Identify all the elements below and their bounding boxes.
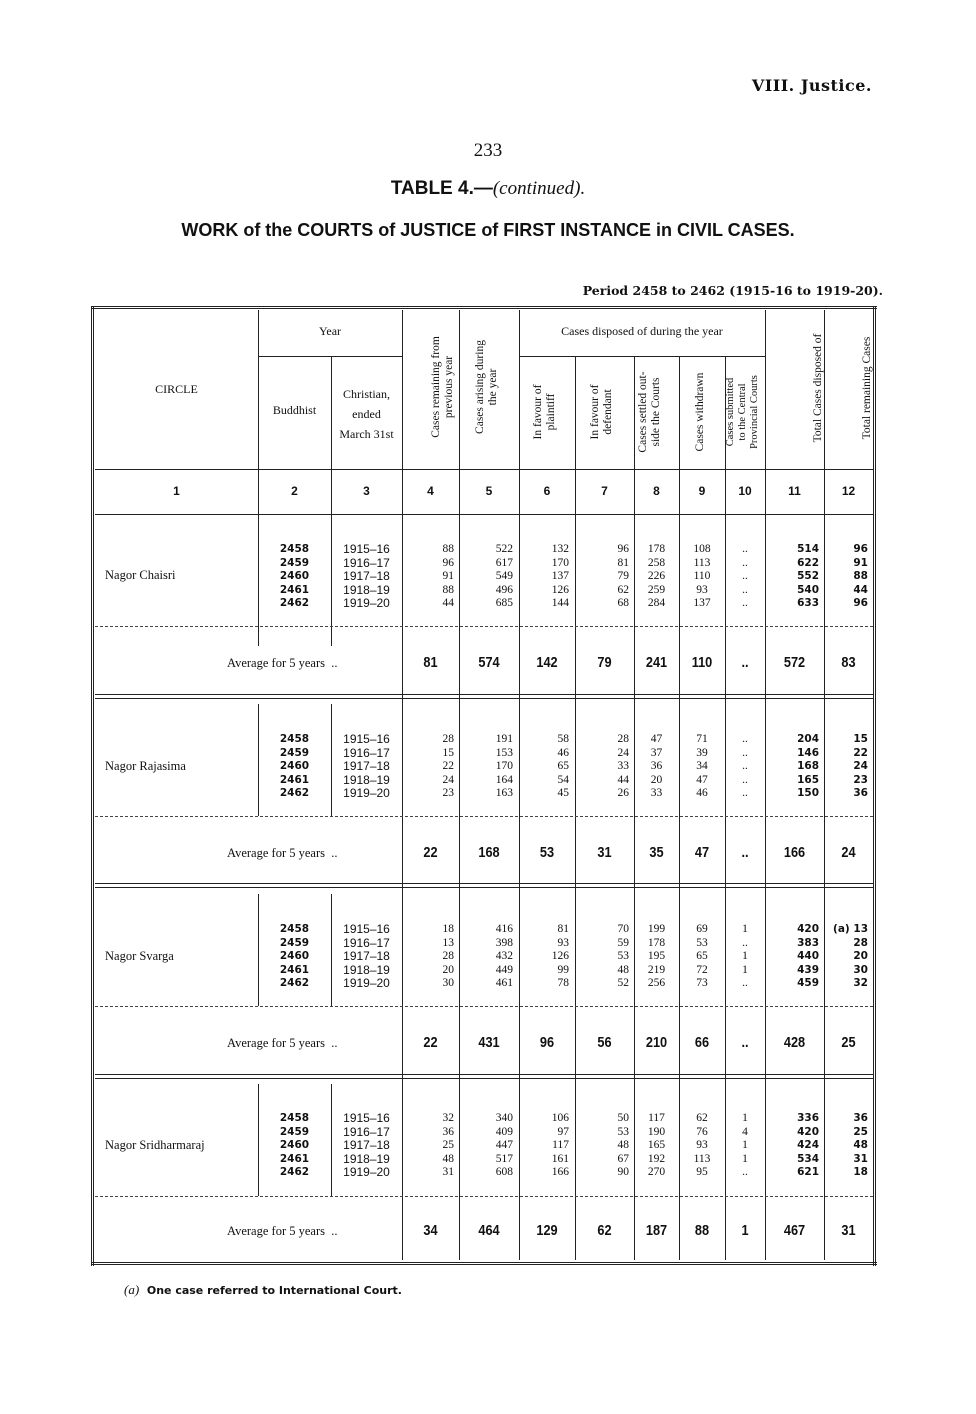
avg-col10: ..: [741, 654, 749, 671]
table-title: [0, 178, 976, 200]
avg-col11: 428: [783, 1034, 806, 1051]
withdrawn-header: Cases withdrawn: [694, 372, 706, 452]
christian-years: 1915–16 1916–17 1917–18 1918–19 1919–20: [343, 542, 390, 610]
column-number-3: 3: [363, 484, 370, 498]
circle-header: CIRCLE: [155, 382, 198, 396]
buddhist-years: 2458 2459 2460 2461 2462: [279, 1112, 310, 1178]
column-number-8: 8: [653, 484, 660, 498]
col10-values: .. .. .. .. ..: [742, 543, 748, 609]
remaining-prev-line2: previous year: [442, 355, 455, 419]
avg-col4: 34: [423, 1222, 438, 1239]
col8-values: 178 258 226 259 284: [647, 543, 666, 609]
avg-col6: 53: [539, 844, 555, 861]
column-number-9: 9: [698, 484, 706, 498]
year-header: Year: [318, 324, 342, 338]
buddhist-years: 2458 2459 2460 2461 2462: [279, 733, 310, 799]
avg-col5: 574: [478, 654, 500, 671]
arising-line2: the year: [486, 368, 499, 406]
footnote-text: One case referred to International Court.: [146, 1284, 402, 1297]
avg-col9: 47: [694, 844, 710, 861]
col6-values: 81 93 126 99 78: [551, 923, 569, 989]
avg-col9: 88: [694, 1222, 710, 1239]
avg-col12: 31: [841, 1222, 856, 1239]
col5-values: 191 153 170 164 163: [495, 733, 513, 799]
avg-col6: 129: [536, 1222, 558, 1239]
continued-label: (continued).: [492, 178, 586, 199]
table-label: TABLE 4.—: [390, 178, 493, 199]
col6-values: 106 97 117 161 166: [551, 1112, 569, 1178]
column-number-1: 1: [173, 484, 180, 498]
col6-values: 132 170 137 126 144: [551, 543, 569, 609]
col9-values: 62 76 93 113 95: [693, 1112, 711, 1178]
avg-col7: 31: [597, 844, 612, 861]
buddhist-header: Buddhist: [272, 403, 317, 417]
col5-values: 522 617 549 496 685: [495, 543, 513, 609]
submitted-header: [725, 362, 765, 462]
circle-name: Nagor Chaisri: [105, 568, 176, 582]
column-number-10: 10: [738, 484, 752, 498]
defendant-line1: In favour of: [589, 384, 601, 440]
disposed-group-header: Cases disposed of during the year: [561, 324, 723, 338]
column-number-5: 5: [485, 484, 493, 498]
buddhist-years: 2458 2459 2460 2461 2462: [279, 543, 310, 609]
avg-col8: 241: [645, 654, 668, 671]
avg-col10: ..: [741, 844, 749, 861]
remaining-prev-line1: Cases remaining from: [430, 336, 442, 438]
avg-col10: ..: [741, 1034, 749, 1051]
column-number-2: 2: [291, 484, 298, 498]
circle-name: Nagor Svarga: [105, 949, 174, 963]
col6-values: 58 46 65 54 45: [557, 733, 569, 799]
avg-col9: 110: [691, 654, 713, 671]
average-label: Average for 5 years ..: [227, 1224, 338, 1238]
submitted-line1: Cases submitted: [725, 377, 736, 447]
total-disposed-header: Total Cases disposed of: [812, 333, 824, 443]
avg-col5: 464: [478, 1222, 500, 1239]
col12-values: (a) 13 28 20 30 32: [833, 923, 868, 989]
page-number: 233: [473, 140, 503, 161]
column-number-12: 12: [841, 484, 856, 498]
arising-line1: Cases arising during: [474, 340, 486, 434]
col7-values: 50 53 48 67 90: [617, 1112, 629, 1178]
settled-line2: side the Courts: [649, 377, 662, 447]
column-number-7: 7: [601, 484, 608, 498]
defendant-line2: defendant: [601, 389, 614, 435]
christian-header: [331, 384, 402, 444]
plaintiff-header: [532, 362, 562, 462]
submitted-line3: Provincial Courts: [748, 375, 760, 449]
col11-values: 514 622 552 540 633: [797, 543, 819, 609]
col4-values: 28 15 22 24 23: [442, 733, 454, 799]
christian-header-line2: ended: [352, 407, 381, 421]
avg-col8: 210: [645, 1034, 668, 1051]
col8-values: 117 190 165 192 270: [647, 1112, 666, 1178]
footnote: [124, 1282, 402, 1298]
col5-values: 340 409 447 517 608: [495, 1112, 513, 1178]
col11-values: 204 146 168 165 150: [797, 733, 819, 799]
avg-col12: 24: [841, 844, 856, 861]
col12-values: 15 22 24 23 36: [853, 733, 868, 799]
column-number-6: 6: [543, 484, 551, 498]
total-remaining-header: Total remaining Cases: [861, 336, 873, 440]
col7-values: 70 59 53 48 52: [617, 923, 629, 989]
remaining-prev-header: [430, 312, 460, 462]
col7-values: 28 24 33 44 26: [617, 733, 629, 799]
avg-col10: 1: [741, 1222, 749, 1239]
avg-col9: 66: [694, 1034, 710, 1051]
col8-values: 199 178 195 219 256: [647, 923, 666, 989]
column-number-4: 4: [427, 484, 434, 498]
col10-values: 1 4 1 1 ..: [742, 1112, 748, 1178]
settled-line1: Cases settled out-: [637, 371, 649, 453]
col9-values: 69 53 65 72 73: [696, 923, 708, 989]
avg-col5: 168: [478, 844, 500, 861]
avg-col12: 25: [841, 1034, 856, 1051]
christian-years: 1915–16 1916–17 1917–18 1918–19 1919–20: [343, 732, 390, 800]
table-subtitle: WORK of the COURTS of JUSTICE of FIRST INSTANCE in CIVIL CASES.: [181, 220, 795, 240]
col4-values: 88 96 91 88 44: [442, 543, 454, 609]
average-label: Average for 5 years ..: [227, 846, 338, 860]
footnote-mark: (a): [124, 1282, 140, 1297]
col5-values: 416 398 432 449 461: [495, 923, 513, 989]
col12-values: 96 91 88 44 96: [853, 543, 868, 609]
avg-col11: 572: [783, 654, 806, 671]
circle-name: Nagor Rajasima: [105, 759, 186, 773]
avg-col8: 35: [649, 844, 664, 861]
avg-col4: 22: [423, 844, 438, 861]
christian-header-line3: March 31st: [339, 427, 394, 441]
section-header: VIII. Justice.: [751, 76, 872, 95]
avg-col6: 142: [536, 654, 558, 671]
average-label: Average for 5 years ..: [227, 656, 338, 670]
avg-col7: 79: [597, 654, 612, 671]
plaintiff-line2: plaintiff: [544, 393, 557, 431]
settled-header: [637, 362, 667, 462]
plaintiff-line1: In favour of: [532, 384, 544, 440]
col10-values: 1 .. 1 1 ..: [742, 923, 748, 989]
christian-years: 1915–16 1916–17 1917–18 1918–19 1919–20: [343, 1111, 390, 1179]
arising-header: [474, 312, 504, 462]
avg-col6: 96: [539, 1034, 555, 1051]
avg-col11: 166: [783, 844, 806, 861]
avg-col4: 22: [423, 1034, 438, 1051]
submitted-line2: to the Central: [736, 383, 748, 441]
col9-values: 71 39 34 47 46: [696, 733, 708, 799]
col9-values: 108 113 110 93 137: [693, 543, 711, 609]
buddhist-years: 2458 2459 2460 2461 2462: [279, 923, 310, 989]
defendant-header: [589, 362, 619, 462]
avg-col11: 467: [783, 1222, 806, 1239]
col8-values: 47 37 36 20 33: [650, 733, 663, 799]
avg-col4: 81: [423, 654, 438, 671]
avg-col12: 83: [841, 654, 856, 671]
avg-col8: 187: [645, 1222, 668, 1239]
col7-values: 96 81 79 62 68: [617, 543, 629, 609]
civil-cases-table: [91, 306, 877, 1266]
col10-values: .. .. .. .. ..: [742, 733, 748, 799]
col11-values: 420 383 440 439 459: [797, 923, 819, 989]
avg-col5: 431: [478, 1034, 500, 1051]
col4-values: 18 13 28 20 30: [442, 923, 454, 989]
christian-header-line1: Christian,: [343, 387, 390, 401]
period-label: Period 2458 to 2462 (1915-16 to 1919-20).: [582, 283, 883, 298]
circle-name: Nagor Sridharmaraj: [105, 1138, 205, 1152]
col4-values: 32 36 25 48 31: [442, 1112, 454, 1178]
avg-col7: 62: [597, 1222, 612, 1239]
average-label: Average for 5 years ..: [227, 1036, 338, 1050]
column-number-11: 11: [788, 484, 801, 498]
col11-values: 336 420 424 534 621: [797, 1112, 819, 1178]
col12-values: 36 25 48 31 18: [853, 1112, 868, 1178]
avg-col7: 56: [597, 1034, 612, 1051]
christian-years: 1915–16 1916–17 1917–18 1918–19 1919–20: [343, 922, 390, 990]
